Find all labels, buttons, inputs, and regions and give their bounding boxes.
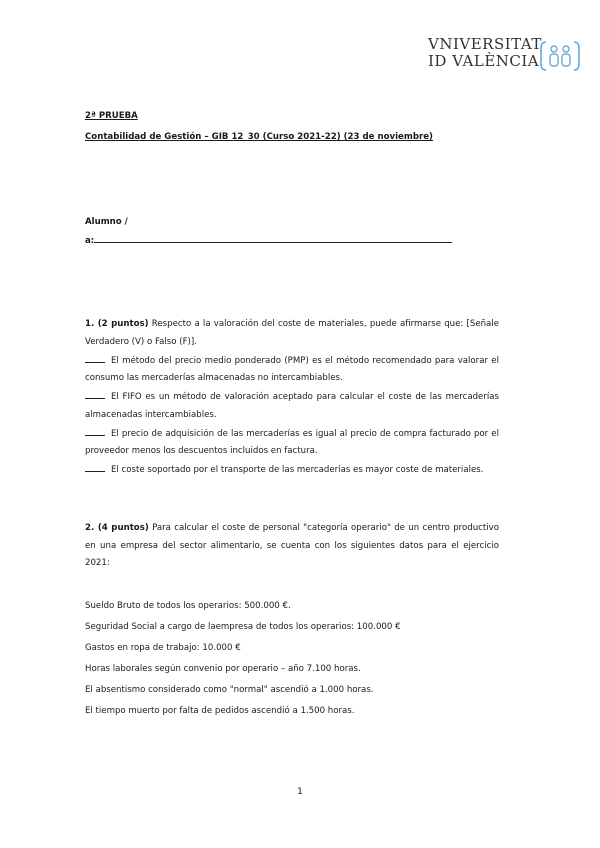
- data-line: El tiempo muerto por falta de pedidos ascendió a 1.500 horas.: [85, 706, 355, 716]
- logo-text: [428, 36, 542, 70]
- question-2: [85, 520, 499, 574]
- question-2-data-list: [85, 596, 401, 722]
- question-1-item-text: El FIFO es un método de valoración aceptado para calcular el coste de las mercaderías almacenadas intercambiables.: [85, 392, 499, 420]
- data-line: Horas laborales según convenio por operario – año 7.100 horas.: [85, 664, 361, 674]
- exam-title: 2ª PRUEBA: [85, 111, 138, 121]
- page-number: 1: [297, 787, 303, 797]
- question-2-points: (4 puntos): [97, 523, 149, 533]
- question-1-item: [85, 462, 499, 480]
- data-line: Sueldo Bruto de todos los operarios: 500.000 €.: [85, 601, 291, 611]
- data-line: Seguridad Social a cargo de laempresa de todos los operarios: 100.000 €: [85, 622, 401, 632]
- exam-subtitle: Contabilidad de Gestión – GIB 12_30 (Curso 2021-22) (23 de noviembre): [85, 132, 433, 142]
- question-2-number: 2: [85, 523, 91, 533]
- answer-blank: [85, 354, 105, 363]
- answer-blank: [85, 463, 105, 472]
- question-1-intro: 1. (2 puntos) Respecto a la valoración del coste de materiales, puede afirmarse que: [Señale Verdadero (V) o Falso (F)].: [85, 319, 499, 347]
- question-1-item: [85, 426, 499, 461]
- question-1-points: (2 puntos): [97, 319, 149, 329]
- question-1-item-text: El coste soportado por el transporte de las mercaderías es mayor coste de materiales.: [111, 465, 484, 475]
- question-1-item-text: El método del precio medio ponderado (PMP) es el método recomendado para valorar el consumo las mercaderías almacenadas no intercambiables.: [85, 355, 499, 383]
- question-2-intro: 2. (4 puntos) Para calcular el coste de personal "categoría operario" de un centro productivo en una empresa del sector alimentario, se cuenta con los siguientes datos para el ejercicio 2021:: [85, 523, 499, 568]
- logo-line1: VNIVERSITAT: [428, 35, 542, 53]
- student-name-line: [94, 233, 452, 243]
- question-1-text: Respecto a la valoración del coste de materiales, puede afirmarse que: [Señale Verdadero (V) o Falso (F)].: [85, 319, 499, 347]
- question-1-item: [85, 389, 499, 424]
- question-1: [85, 316, 499, 481]
- university-emblem-icon: [540, 40, 580, 72]
- data-line: El absentismo considerado como "normal" ascendió a 1.000 horas.: [85, 685, 374, 695]
- student-label-suffix: a:: [85, 236, 95, 246]
- university-logo: [428, 36, 596, 76]
- answer-blank: [85, 427, 105, 436]
- question-1-number: 1: [85, 319, 91, 329]
- question-1-item: [85, 353, 499, 388]
- data-line: Gastos en ropa de trabajo: 10.000 €: [85, 643, 241, 653]
- question-1-item-text: El precio de adquisición de las mercaderías es igual al precio de compra facturado por el proveedor menos los descuentos incluidos en factura.: [85, 428, 499, 456]
- answer-blank: [85, 390, 105, 399]
- student-name-field: [85, 233, 452, 246]
- logo-line2: ID VALÈNCIA: [428, 52, 540, 70]
- question-2-text: Para calcular el coste de personal "categoría operario" de un centro productivo en una empresa del sector alimentario, se cuenta con los siguientes datos para el ejercicio 2021:: [85, 523, 499, 568]
- student-label: Alumno /: [85, 217, 128, 227]
